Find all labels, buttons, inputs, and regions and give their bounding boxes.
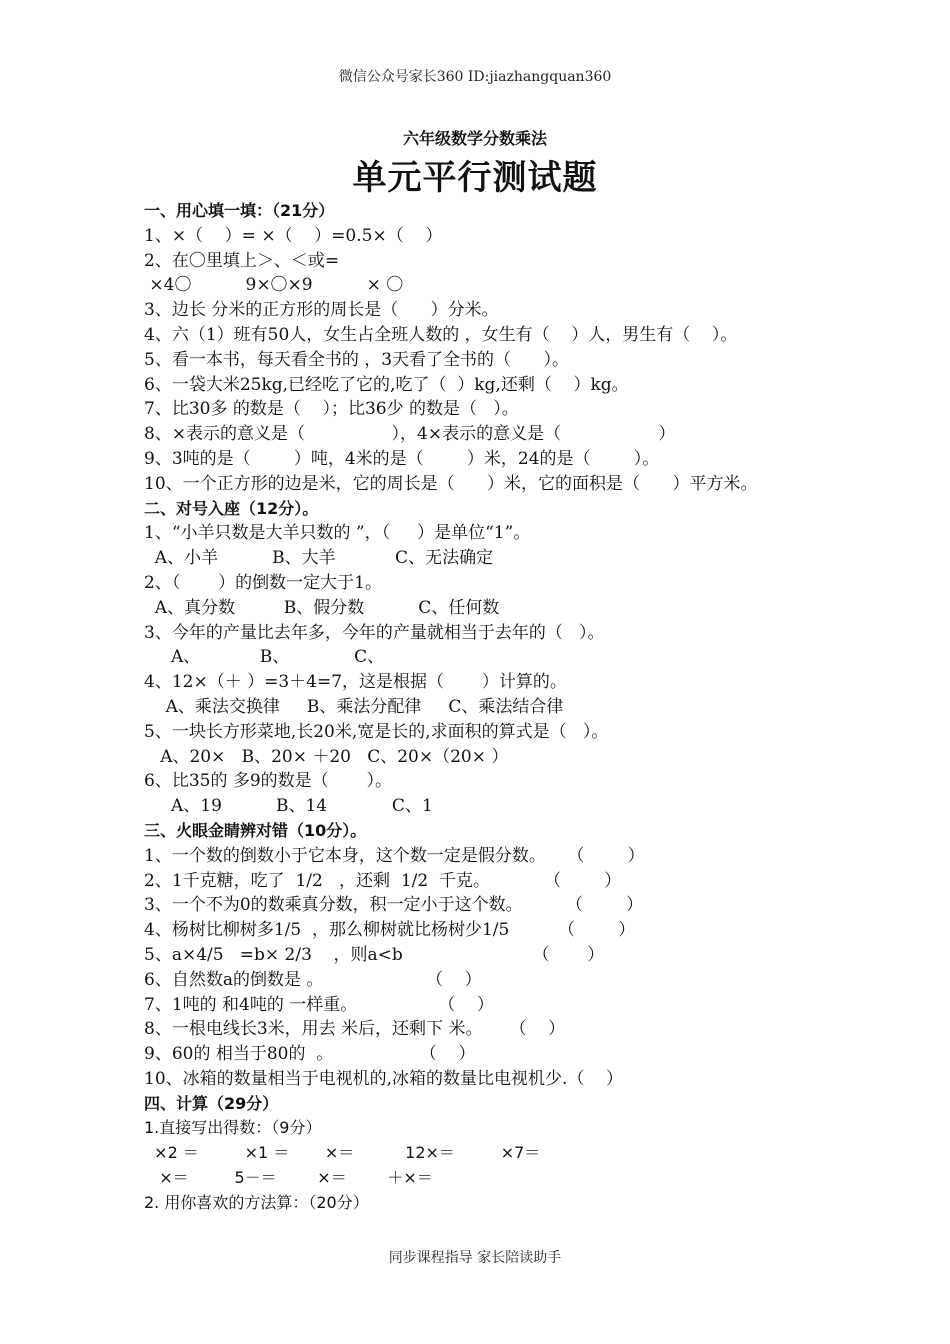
- question-line: 6、自然数a的倒数是 。 （ ）: [144, 969, 482, 990]
- question-line: 8、一根电线长3米，用去 米后，还剩下 米。 （ ）: [144, 1019, 566, 1040]
- question-line: 9、60的 相当于80的 。 （ ）: [144, 1044, 476, 1065]
- question-line: 5、一块长方形菜地,长20米,宽是长的,求面积的算式是（ ）。: [144, 721, 609, 742]
- question-line: 1、“小羊只数是大羊只数的 ”，（ ）是单位“1”。: [144, 523, 531, 544]
- question-line: 2、在〇里填上＞、＜或=: [144, 250, 340, 271]
- question-line: 1、一个数的倒数小于它本身，这个数一定是假分数。 （ ）: [144, 845, 645, 866]
- question-line: 10、冰箱的数量相当于电视机的,冰箱的数量比电视机少.（ ）: [144, 1068, 624, 1089]
- question-line: ×2 ＝ ×1 ＝ ×＝ 12×＝ ×7＝: [144, 1143, 541, 1163]
- page-footer: 同步课程指导 家长陪读助手: [388, 1250, 562, 1266]
- question-line: 1.直接写出得数：（9分）: [144, 1118, 322, 1138]
- question-line: 3、边长 分米的正方形的周长是（ ）分米。: [144, 300, 499, 321]
- question-line: A、19 B、14 C、1: [144, 796, 433, 817]
- question-line: A、20× B、20× ＋20 C、20×（20× ）: [144, 746, 509, 767]
- question-line: 4、六（1）班有50人，女生占全班人数的 ，女生有（ ）人，男生有（ ）。: [144, 324, 738, 345]
- question-line: ×＝ 5－＝ ×＝ ＋×＝: [144, 1168, 433, 1188]
- question-line: 5、看一本书，每天看全书的 ，3天看了全书的（ ）。: [144, 349, 569, 370]
- question-line: A、 B、 C、: [144, 647, 385, 668]
- question-line: ×4〇 9×〇×9 × 〇: [144, 275, 404, 296]
- question-line: 6、一袋大米25kg,已经吃了它的,吃了（ ）kg,还剩（ ）kg。: [144, 374, 629, 395]
- section-heading: 三、火眼金睛辨对错（10分）。: [144, 820, 367, 840]
- question-line: 8、×表示的意义是（ ），4×表示的意义是（ ）: [144, 424, 676, 445]
- question-line: 7、比30多 的数是（ ）；比36少 的数是（ ）。: [144, 399, 519, 420]
- document-subtitle: 六年级数学分数乘法: [402, 129, 547, 148]
- question-line: 7、1吨的 和4吨的 一样重。 （ ）: [144, 994, 494, 1015]
- exam-content: [144, 199, 844, 1216]
- document-title: 单元平行测试题: [352, 158, 598, 198]
- question-line: 2. 用你喜欢的方法算：（20分）: [144, 1192, 369, 1212]
- section-heading: 二、对号入座（12分）。: [144, 498, 319, 518]
- question-line: 10、一个正方形的边是米，它的周长是（ ）米，它的面积是（ ）平方米。: [144, 473, 758, 494]
- question-line: 2、1千克糖，吃了 1/2 ，还剩 1/2 千克。 （ ）: [144, 870, 622, 891]
- question-line: 6、比35的 多9的数是（ ）。: [144, 771, 392, 792]
- question-line: A、真分数 B、假分数 C、任何数: [144, 597, 500, 618]
- question-line: 9、3吨的是（ ）吨，4米的是（ ）米，24的是（ ）。: [144, 448, 660, 469]
- question-line: 3、一个不为0的数乘真分数，积一定小于这个数。 （ ）: [144, 895, 644, 916]
- question-line: 2、（ ）的倒数一定大于1。: [144, 572, 382, 593]
- question-line: 4、12×（＋ ）=3＋4=7，这是根据（ ）计算的。: [144, 672, 567, 693]
- question-line: 1、×（ ）= ×（ ）=0.5×（ ）: [144, 225, 443, 246]
- question-line: A、乘法交换律 B、乘法分配律 C、乘法结合律: [144, 696, 564, 717]
- question-line: 3、今年的产量比去年多，今年的产量就相当于去年的（ ）。: [144, 622, 605, 643]
- question-line: 4、杨树比柳树多1/5 ，那么柳树就比杨树少1/5 （ ）: [144, 920, 636, 941]
- question-line: 5、a×4/5 =b× 2/3 ，则a<b （ ）: [144, 944, 605, 965]
- page-header: 微信公众号家长360 ID:jiazhangquan360: [338, 69, 612, 85]
- question-line: A、小羊 B、大羊 C、无法确定: [144, 548, 494, 569]
- section-heading: 四、计算（29分）: [144, 1093, 279, 1113]
- section-heading: 一、用心填一填：（21分）: [144, 201, 335, 220]
